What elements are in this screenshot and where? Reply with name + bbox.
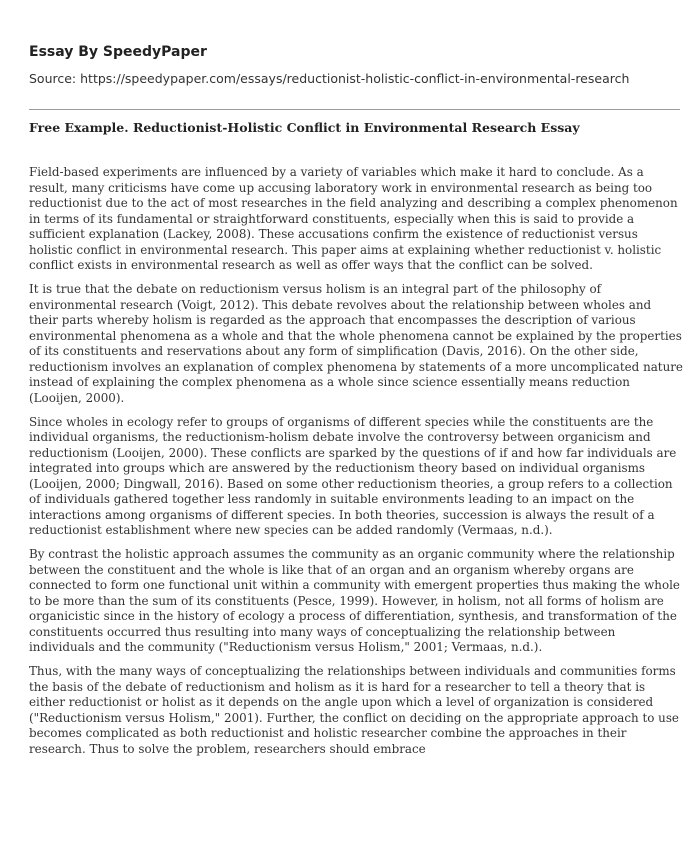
paragraph: Thus, with the many ways of conceptualizing the relationships between individuals and communities forms the basis of the debate of reductionism and holism as it is hard for a researcher to tell a theory that is either reductionist or holist as it depends on the angle upon which a level of organization is considered ("Reductionism versus Holism," 2001). Further, the conflict on deciding on the appropriate approach to use becomes complicated as both reductionist and holistic researcher combine the approaches in their research. Thus to solve the problem, researchers should embrace [29,664,679,756]
essay-title: Free Example. Reductionist-Holistic Conflict in Environmental Research Essay [29,120,580,135]
paragraph: It is true that the debate on reductionism versus holism is an integral part of the philosophy of environmental research (Voigt, 2012). This debate revolves about the relationship between wholes and their parts whereby holism is regarded as the approach that encompasses the description of various environmental phenomena as a whole and that the whole phenomena cannot be explained by the properties of its constituents and reservations about any form of simplification (Davis, 2016). On the other side, reductionism involves an explanation of complex phenomena by statements of a more uncomplicated nature instead of explaining the complex phenomena as a whole since science essentially means reduction (Looijen, 2000). [29,282,683,405]
site-title: Essay By SpeedyPaper [29,44,207,60]
header-divider [29,109,680,110]
paragraph: By contrast the holistic approach assumes the community as an organic community where the relationship between the constituent and the whole is like that of an organ and an organism whereby organs are connected to form one functional unit within a community with emergent properties thus making the whole to be more than the sum of its constituents (Pesce, 1999). However, in holism, not all forms of holism are organicistic since in the history of ecology a process of differentiation, synthesis, and transformation of the constituents occurred thus resulting into many ways of conceptualizing the relationship between individuals and the community ("Reductionism versus Holism," 2001; Vermaas, n.d.). [29,547,680,654]
paragraph: Field-based experiments are influenced by a variety of variables which make it hard to conclude. As a result, many criticisms have come up accusing laboratory work in environmental research as being too reductionist due to the act of most researches in the field analyzing and describing a complex phenomenon in terms of its fundamental or straightforward constituents, especially when this is said to provide a sufficient explanation (Lackey, 2008). These accusations confirm the existence of reductionist versus holistic conflict in environmental research. This paper aims at explaining whether reductionist v. holistic conflict exists in environmental research as well as offer ways that the conflict can be solved. [29,165,678,272]
source-url: Source: https://speedypaper.com/essays/reductionist-holistic-conflict-in-environmental-research [29,71,630,86]
paragraph: Since wholes in ecology refer to groups of organisms of different species while the constituents are the individual organisms, the reductionism-holism debate involve the controversy between organicism and reductionism (Looijen, 2000). These conflicts are sparked by the questions of if and how far individuals are integrated into groups which are answered by the reductionism theory based on individual organisms (Looijen, 2000; Dingwall, 2016). Based on some other reductionism theories, a group refers to a collection of individuals gathered together less randomly in suitable environments leading to an impact on the interactions among organisms of different species. In both theories, succession is always the result of a reductionist establishment where new species can be added randomly (Vermaas, n.d.). [29,414,677,537]
essay-body [29,165,683,766]
